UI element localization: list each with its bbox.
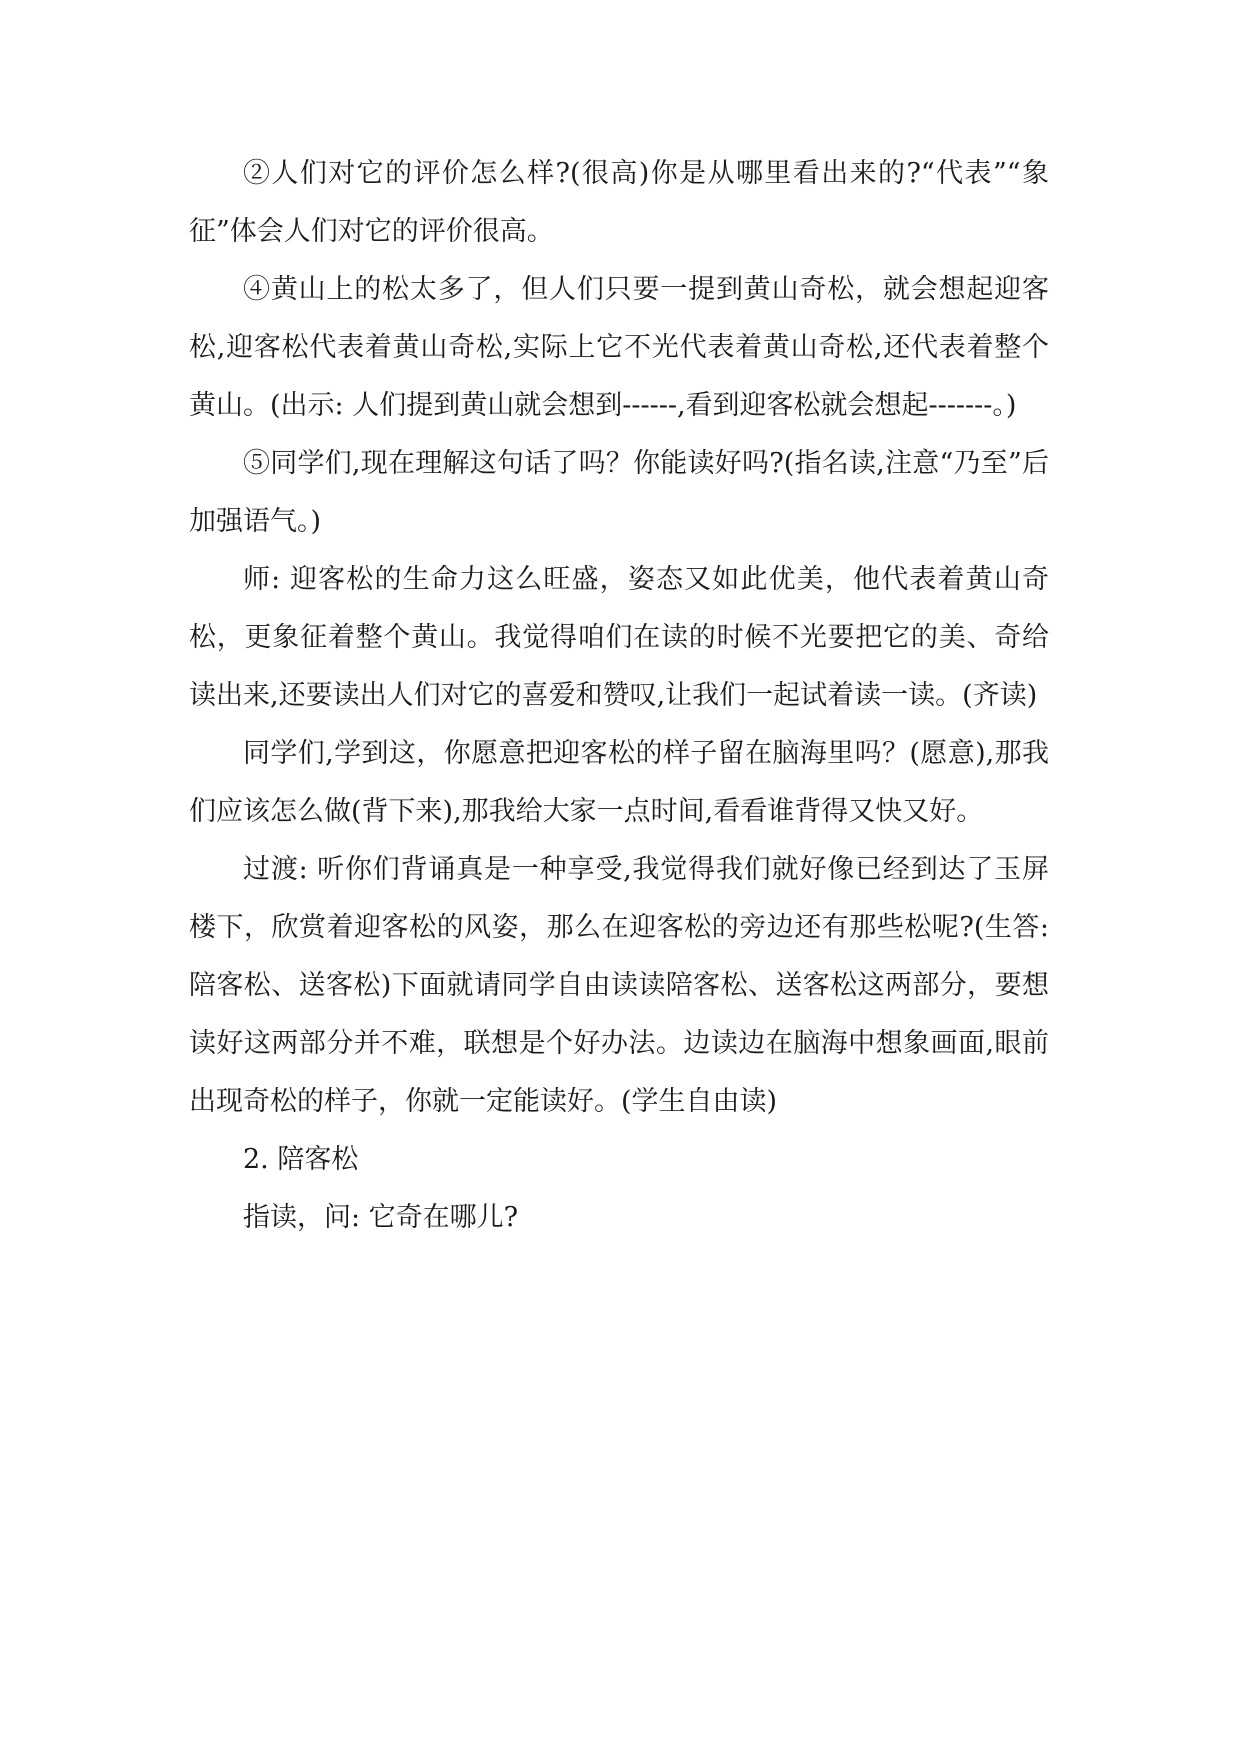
- paragraph-question: 指读，问: 它奇在哪儿?: [243, 1202, 519, 1233]
- paragraph-represents-huangshan: ④黄山上的松太多了，但人们只要一提到黄山奇松，就会想起迎客松,迎客松代表着黄山奇松,实际上它不光代表着黄山奇松,还代表着整个黄山。(出示: 人们提到黄山就会想到------,看到迎客松就会想起-------。): [189, 274, 1049, 421]
- section-heading-peikesong: 2. 陪客松: [243, 1144, 359, 1175]
- paragraph-teacher-remark: 师: 迎客松的生命力这么旺盛，姿态又如此优美，他代表着黄山奇松，更象征着整个黄山。我觉得咱们在读的时候不光要把它的美、奇给读出来,还要读出人们对它的喜爱和赞叹,让我们一起试着读一读。(齐读): [189, 564, 1049, 711]
- paragraph-transition: 过渡: 听你们背诵真是一种享受,我觉得我们就好像已经到达了玉屏楼下，欣赏着迎客松的风姿，那么在迎客松的旁边还有那些松呢?(生答: 陪客松、送客松)下面就请同学自由读读陪客松、送客松这两部分，要想读好这两部分并不难，联想是个好办法。边读边在脑海中想象画面,眼前出现奇松的样子，你就一定能读好。(学生自由读): [189, 854, 1049, 1117]
- paragraph-read-aloud: ⑤同学们,现在理解这句话了吗？你能读好吗?(指名读,注意“乃至”后加强语气。): [189, 448, 1049, 537]
- body-text: [189, 145, 1049, 1247]
- paragraph-memorize: 同学们,学到这，你愿意把迎客松的样子留在脑海里吗？(愿意),那我们应该怎么做(背下来),那我给大家一点时间,看看谁背得又快又好。: [189, 738, 1049, 827]
- paragraph-evaluation: ②人们对它的评价怎么样?(很高)你是从哪里看出来的?“代表”“象征”体会人们对它的评价很高。: [189, 158, 1049, 247]
